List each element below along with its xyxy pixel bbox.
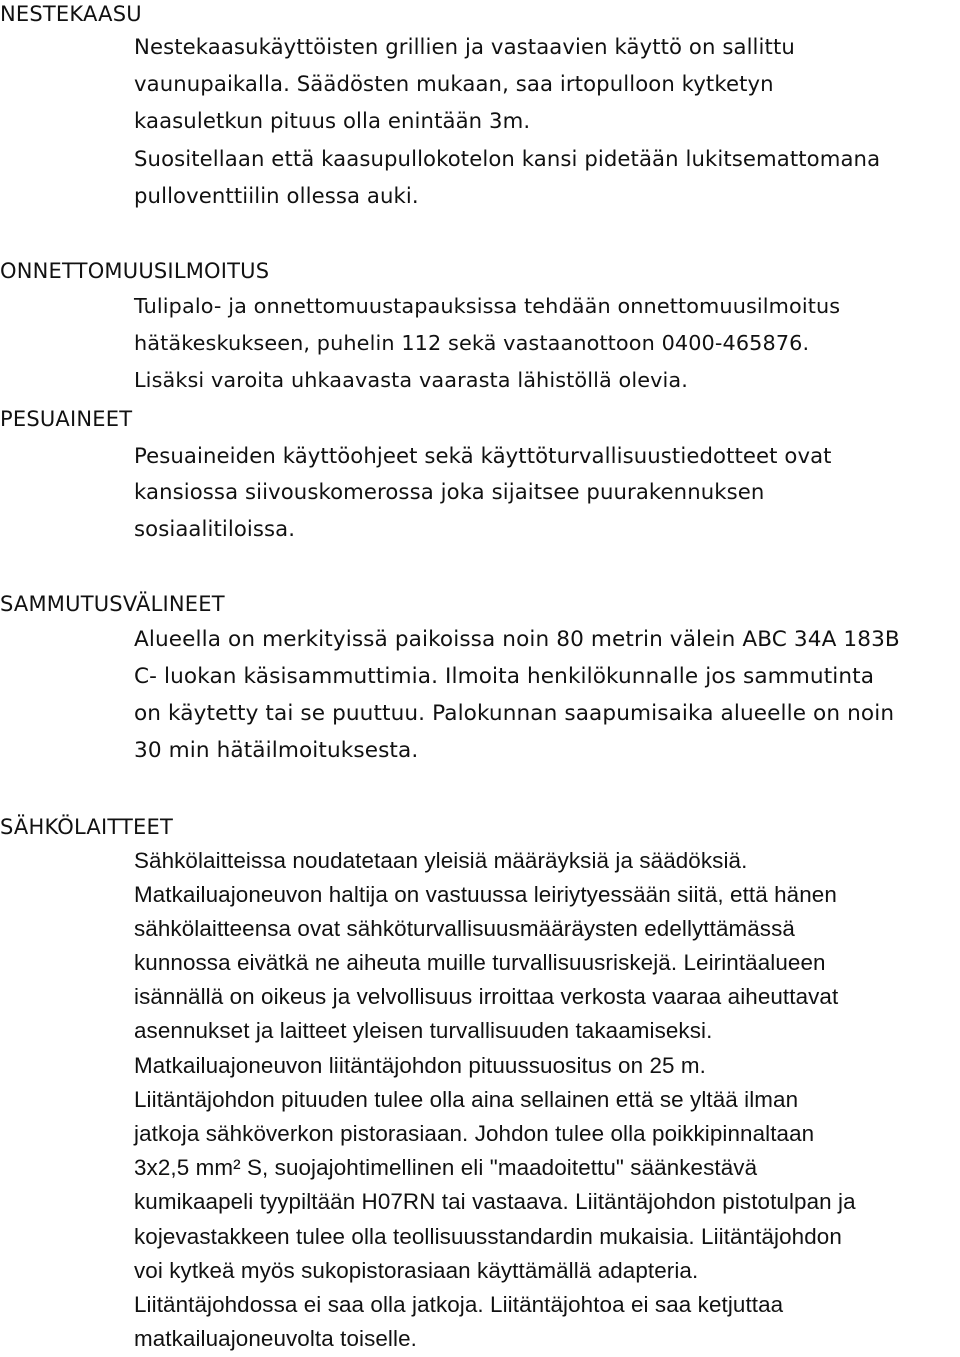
paragraph-line: C- luokan käsisammuttimia. Ilmoita henkilökunnalle jos sammutinta [134,664,875,689]
paragraph-line: kaasuletkun pituus olla enintään 3m. [134,108,531,133]
paragraph-line: Nestekaasukäyttöisten grillien ja vastaavien käyttö on sallittu [134,34,795,59]
section-heading: PESUAINEET [0,407,133,431]
paragraph-line: Liitäntäjohdon pituuden tulee olla aina sellainen että se yltää ilman [134,1087,799,1112]
section-heading: SAMMUTUSVÄLINEET [0,592,225,616]
paragraph-line: sähkölaitteensa ovat sähköturvallisuusmääräysten edellyttämässä [134,916,795,941]
paragraph-line: 3x2,5 mm² S, suojajohtimellinen eli "maadoitettu" säänkestävä [134,1155,758,1180]
paragraph-line: kumikaapeli tyypiltään H07RN tai vastaava. Liitäntäjohdon pistotulpan ja [134,1189,856,1214]
section-heading: SÄHKÖLAITTEET [0,815,174,839]
paragraph-line: pulloventtiilin ollessa auki. [134,183,419,208]
paragraph-line: Sähkölaitteissa noudatetaan yleisiä määräyksiä ja säädöksiä. [134,848,748,873]
paragraph-line: Tulipalo- ja onnettomuustapauksissa tehdään onnettomuusilmoitus [134,294,841,318]
paragraph-line: kunnossa eivätkä ne aiheuta muille turvallisuusriskejä. Leirintäalueen [134,950,826,975]
paragraph-line: sosiaalitiloissa. [134,516,296,541]
paragraph-line: Pesuaineiden käyttöohjeet sekä käyttöturvallisuustiedotteet ovat [134,443,832,468]
paragraph-line: vaunupaikalla. Säädösten mukaan, saa irtopulloon kytketyn [134,71,774,96]
paragraph-line: isännällä on oikeus ja velvollisuus irroittaa verkosta vaaraa aiheuttavat [134,984,839,1009]
section-heading: NESTEKAASU [0,2,142,26]
paragraph-line: Liitäntäjohdossa ei saa olla jatkoja. Liitäntäjohtoa ei saa ketjuttaa [134,1292,784,1317]
paragraph-line: Matkailuajoneuvon liitäntäjohdon pituussuositus on 25 m. [134,1053,706,1078]
section-heading: ONNETTOMUUSILMOITUS [0,259,270,283]
paragraph-line: Suositellaan että kaasupullokotelon kansi pidetään lukitsemattomana [134,146,881,171]
paragraph-line: 30 min hätäilmoituksesta. [134,738,419,763]
paragraph-line: asennukset ja laitteet yleisen turvallisuuden takaamiseksi. [134,1018,713,1043]
paragraph-line: voi kytkeä myös sukopistorasiaan käyttämällä adapteria. [134,1258,699,1283]
paragraph-line: on käytetty tai se puuttuu. Palokunnan saapumisaika alueelle on noin [134,701,895,726]
paragraph-line: kansiossa siivouskomerossa joka sijaitsee puurakennuksen [134,479,765,504]
paragraph-line: Lisäksi varoita uhkaavasta vaarasta lähistöllä olevia. [134,368,688,392]
paragraph-line: Matkailuajoneuvon haltija on vastuussa leiriytyessään siitä, että hänen [134,882,837,907]
paragraph-line: matkailuajoneuvolta toiselle. [134,1326,417,1351]
paragraph-line: hätäkeskukseen, puhelin 112 sekä vastaanottoon 0400-465876. [134,331,810,355]
paragraph-line: jatkoja sähköverkon pistorasiaan. Johdon tulee olla poikkipinnaltaan [134,1121,815,1146]
paragraph-line: kojevastakkeen tulee olla teollisuusstandardin mukaisia. Liitäntäjohdon [134,1224,842,1249]
paragraph-line: Alueella on merkityissä paikoissa noin 80 metrin välein ABC 34A 183B [134,627,900,652]
